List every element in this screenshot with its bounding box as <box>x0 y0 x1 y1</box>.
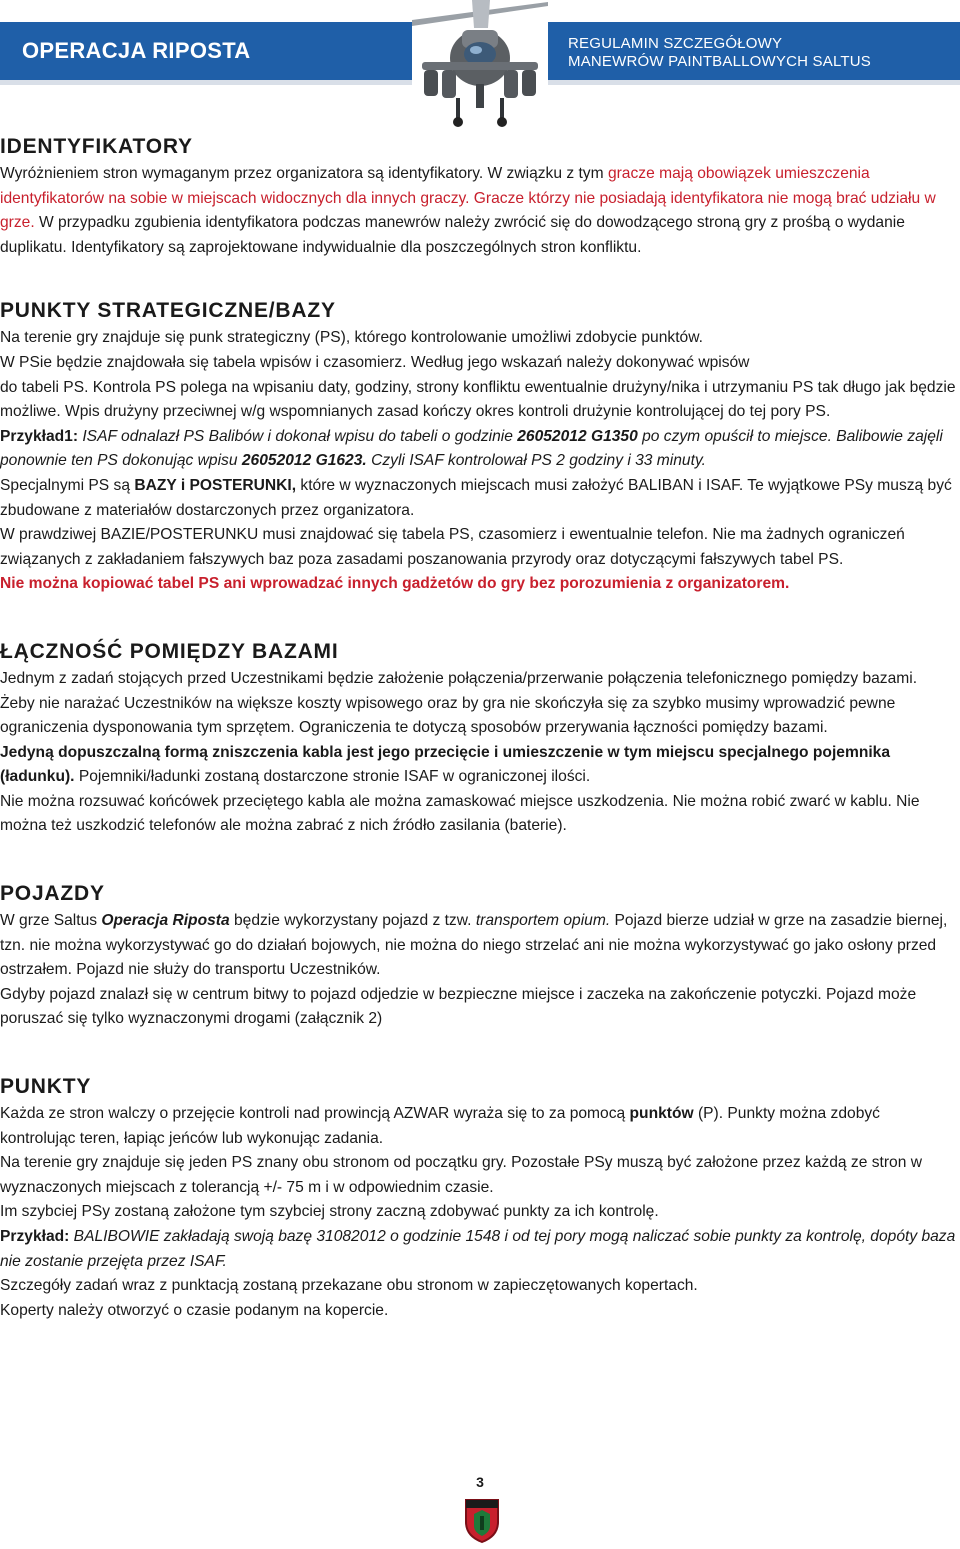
warning-paragraph: Nie można kopiować tabel PS ani wprowadzać innych gadżetów do gry bez porozumienia z organizatorem. <box>0 575 790 593</box>
text-span: W grze Saltus <box>0 912 102 930</box>
bold-text: Jedyną dopuszczalną formą zniszczenia kabla jest jego przecięcie i umieszczenie w tym miejscu specjalnego pojemnika (ładunku). <box>0 743 891 786</box>
text-span: Specjalnymi PS są <box>0 476 135 494</box>
bold-italic-text: Operacja Riposta <box>101 912 230 930</box>
paragraph: Gdyby pojazd znalazł się w centrum bitwy to pojazd odjedzie w bezpieczne miejsce i zaczeka na zakończenie potyczki. Pojazd może poruszać się tylko wyznaczonymi drogami (załącznik 2) <box>0 985 917 1028</box>
text-span: Wyróżnieniem stron wymaganym przez organizatora są identyfikatory. W związku z tym <box>0 165 608 182</box>
paragraph: Szczegóły zadań wraz z punktacją zostaną przekazane obu stronom w zapieczętowanych kopertach. <box>0 1277 698 1295</box>
text-span: Każda ze stron walczy o przejęcie kontroli nad prowincją AZWAR wyraża się to za pomocą <box>0 1105 630 1123</box>
text-span: ISAF odnalazł PS Balibów i dokonał wpisu do tabeli o godzinie <box>78 427 518 445</box>
paragraph: Na terenie gry znajduje się punk strategiczny (PS), którego kontrolowanie umożliwi zdobycie punktów. <box>0 329 703 347</box>
paragraph <box>0 1102 956 1151</box>
subtitle-line-2: MANEWRÓW PAINTBALLOWYCH SALTUS <box>568 53 871 70</box>
paragraph: W prawdziwej BAZIE/POSTERUNKU musi znajdować się tabela PS, czasomierz i ewentualnie telefon. Nie ma żadnych ograniczeń związanych z zakładaniem fałszywych baz poza zasadami poszanowania przyrody oraz dotyczącymi fałszywych tabel PS. <box>0 526 905 568</box>
section-heading: POJAZDY <box>0 882 105 906</box>
page-number: 3 <box>476 1474 484 1490</box>
example-label: Przykład: <box>0 1228 70 1245</box>
paragraph: Na terenie gry znajduje się jeden PS znany obu stronom od początku gry. Pozostałe PSy muszą być założone przez każdą ze stron w wyznaczonych miejscach z tolerancją +/- 75 m i w odpowiednim czasie. <box>0 1154 922 1196</box>
section-heading: PUNKTY STRATEGICZNE/BAZY <box>0 299 336 323</box>
helicopter-icon <box>412 0 548 130</box>
paragraph <box>0 474 956 523</box>
text-span: (P). Punkty można zdobyć kontrolując teren, łapiąc jeńców lub wykonując zadania. <box>0 1105 880 1147</box>
example-paragraph <box>0 1225 956 1274</box>
paragraph: Im szybciej PSy zostaną założone tym szybciej strony zaczną zdobywać punkty za ich kontrolę. <box>0 1203 659 1221</box>
text-span: które w wyznaczonych miejscach musi założyć BALIBAN i ISAF. Te wyjątkowe PSy muszą być zbudowane z materiałów dostarczonych przez organizatora. <box>0 476 952 519</box>
code-span: 26052012 G1623. <box>241 452 367 470</box>
paragraph <box>0 162 956 260</box>
paragraph: Jednym z zadań stojących przed Uczestnikami będzie założenie połączenia/przerwanie połączenia telefonicznego pomiędzy bazami. Żeby nie narażać Uczestników na większe koszty wpisowego oraz by gra nie skończyła się za szybko musimy wprowadzić pewne ograniczenia dysponowania tym sprzętem. Ograniczenia te dotyczą sposobów przerywania łączności pomiędzy bazami. <box>0 669 918 737</box>
document-title: OPERACJA RIPOSTA <box>22 38 251 63</box>
document-content <box>0 132 956 1323</box>
paragraph: do tabeli PS. Kontrola PS polega na wpisaniu daty, godziny, strony konfliktu ewentualnie drużyny/nika i utrzymaniu PS tak długo jak będzie możliwe. Wpis drużyny przeciwnej w/g wspomnianych zasad kończy okres kontroli drużynie kontrolującej do tej pory PS. <box>0 378 956 421</box>
italic-text: transportem opium. <box>475 912 611 930</box>
section-lacznosc <box>0 637 956 839</box>
example-paragraph <box>0 425 956 474</box>
text-span: Czyli ISAF kontrolował PS 2 godziny i 33 minuty. <box>366 452 706 470</box>
section-identyfikatory <box>0 132 956 260</box>
example-label: Przykład1: <box>0 427 79 445</box>
section-pojazdy <box>0 879 956 1032</box>
section-heading: IDENTYFIKATORY <box>0 135 193 158</box>
paragraph: W PSie będzie znajdowała się tabela wpisów i czasomierz. Według jego wskazań należy dokonywać wpisów <box>0 353 750 371</box>
section-heading: ŁĄCZNOŚĆ POMIĘDZY BAZAMI <box>0 639 339 663</box>
text-span: W przypadku zgubienia identyfikatora podczas manewrów należy zwrócić się do dowodzącego stroną gry z prośbą o wydanie duplikatu. Identyfikatory są zaprojektowane indywidualnie dla poszczególnych stron konfliktu. <box>0 214 905 256</box>
bold-text: punktów <box>629 1105 694 1123</box>
section-punkty-strategiczne <box>0 296 956 597</box>
document-subtitle <box>568 35 871 71</box>
section-heading: PUNKTY <box>0 1075 92 1099</box>
text-span: Pojemniki/ładunki zostaną dostarczone stronie ISAF w ograniczonej ilości. <box>74 768 591 786</box>
code-span: 26052012 G1350 <box>517 427 638 445</box>
italic-text: BALIBOWIE zakładają swoją bazę 31082012 o godzinie 1548 i od tej pory mogą naliczać sobie punkty za kontrolę, dopóty baza nie zostanie przejęta przez ISAF. <box>0 1228 956 1270</box>
paragraph: Koperty należy otworzyć o czasie podanym na kopercie. <box>0 1301 389 1319</box>
paragraph <box>0 741 956 790</box>
text-span: Pojazd bierze udział w grze na zasadzie biernej, tzn. nie można wykorzystywać go do działań bojowych, nie można do niego strzelać ani nie można wykorzystywać go jako osłony przed ostrzałem. Pojazd nie służy do transportu Uczestników. <box>0 912 948 979</box>
paragraph <box>0 909 956 983</box>
text-span: po czym opuścił to miejsce. Balibowie zajęli ponownie ten PS dokonując wpisu <box>0 427 943 470</box>
paragraph: Nie można rozsuwać końcówek przeciętego kabla ale można zamaskować miejsce uszkodzenia. Nie można robić zwarć w kablu. Nie można też uszkodzić telefonów ale można zabrać z nich źródło zasilania (baterie). <box>0 792 920 835</box>
bold-text: BAZY i POSTERUNKI, <box>134 476 297 494</box>
section-punkty <box>0 1072 956 1323</box>
emphasis-text: gracze mają obowiązek umieszczenia identyfikatorów na sobie w miejscach widocznych dla innych graczy. Gracze którzy nie posiadają identyfikatora nie mogą brać udziału w grze. <box>0 165 936 232</box>
subtitle-line-1: REGULAMIN SZCZEGÓŁOWY <box>568 35 783 52</box>
shield-logo-icon <box>462 1496 502 1544</box>
text-span: będzie wykorzystany pojazd z tzw. <box>229 912 476 930</box>
